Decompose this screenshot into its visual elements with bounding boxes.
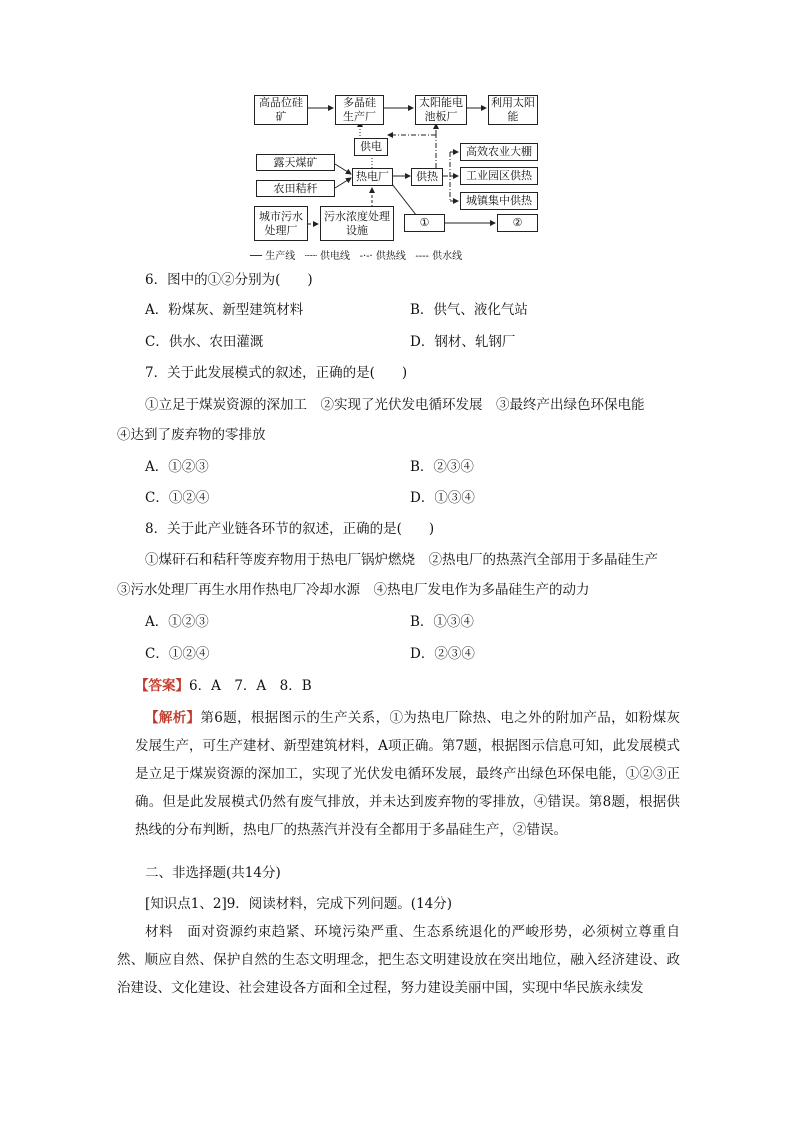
q7-statements-line2: ④达到了废弃物的零排放	[117, 427, 266, 443]
q6-option-b: B．供气、液化气站	[410, 302, 528, 318]
box-circle-2: ②	[497, 214, 538, 232]
diagram-legend	[250, 247, 550, 262]
box-polysilicon: 多晶硅生产厂	[335, 95, 384, 125]
q7-option-d: D．①③④	[410, 490, 475, 506]
q7-option-b: B．②③④	[410, 459, 474, 475]
material-paragraph: 材料 面对资源约束趋紧、环境污染严重、生态系统退化的严峻形势，必须树立尊重自然、顺应自然、保护自然的生态文明理念，把生态文明建设放在突出地位，融入经济建设、政治建设、文化建设、社会建设各方面和全过程，努力建设美丽中国，实现中华民族永续发	[117, 924, 680, 996]
box-town-heat: 城镇集中供热	[460, 192, 538, 210]
box-power-supply: 供电	[354, 138, 388, 156]
q7-statements-line1: ①立足于煤炭资源的深加工 ②实现了光伏发电循环发展 ③最终产出绿色环保电能	[145, 397, 645, 413]
analysis-tag: 【解析】	[145, 710, 201, 726]
q6-option-d: D．钢材、轧钢厂	[410, 334, 516, 350]
legend-water: ---- 供水线	[415, 251, 463, 262]
q9-stem: [知识点1、2]9．阅读材料，完成下列问题。(14分)	[145, 896, 453, 912]
analysis-text: 第6题，根据图示的生产关系，①为热电厂除热、电之外的附加产品，如粉煤灰发展生产，可生产建材、新型建筑材料，A项正确。第7题，根据图示信息可知，此发展模式是立足于煤炭资源的深加工，实现了光伏发电循环发展，最终产出绿色环保电能，①②③正确。但是此发展模式仍然有废气排放，并未达到废弃物的零排放，④错误。第8题，根据供热线的分布判断，热电厂的热蒸汽并没有全都用于多晶硅生产，②错误。	[135, 710, 681, 838]
section2-heading: 二、非选择题(共14分)	[145, 865, 281, 881]
answer-text: 6．A 7．A 8．B	[189, 678, 312, 694]
q8-statements-line2: ③污水处理厂再生水用作热电厂冷却水源 ④热电厂发电作为多晶硅生产的动力	[117, 582, 590, 598]
box-straw: 农田秸秆	[256, 180, 335, 197]
legend-production: ── 生产线	[250, 251, 296, 262]
box-heat-supply: 供热	[411, 168, 443, 186]
q8-stem: 8．关于此产业链各环节的叙述，正确的是( )	[145, 521, 435, 537]
q7-stem: 7．关于此发展模式的叙述，正确的是( )	[145, 365, 408, 381]
q8-statements-line1: ①煤矸石和秸秆等废弃物用于热电厂锅炉燃烧 ②热电厂的热蒸汽全部用于多晶硅生产	[145, 552, 658, 568]
q8-option-c: C．①②④	[145, 646, 210, 662]
box-use-solar: 利用太阳能	[488, 95, 538, 125]
industry-chain-diagram	[250, 90, 550, 265]
box-solar-panel: 太阳能电池板厂	[415, 95, 467, 125]
legend-heat: -·-· 供热线	[359, 251, 406, 262]
q6-stem: 6．图中的①②分别为( )	[145, 272, 313, 288]
legend-power: ┈┈ 供电线	[304, 251, 351, 262]
q8-option-d: D．②③④	[410, 646, 475, 662]
q6-option-a: A．粉煤灰、新型建筑材料	[145, 302, 304, 318]
q7-option-c: C．①②④	[145, 490, 210, 506]
box-circle-1: ①	[404, 214, 445, 232]
box-industrial-heat: 工业园区供热	[460, 167, 538, 185]
box-city-sewage: 城市污水处理厂	[254, 206, 308, 241]
box-high-silicon: 高品位硅矿	[254, 95, 308, 125]
analysis-paragraph	[135, 704, 680, 844]
q7-option-a: A．①②③	[145, 459, 209, 475]
box-sewage-deep: 污水浓度处理设施	[320, 206, 394, 241]
box-agri-greenhouse: 高效农业大棚	[460, 143, 538, 161]
answer-line	[135, 676, 312, 696]
q8-option-a: A．①②③	[145, 614, 209, 630]
box-open-coal: 露天煤矿	[256, 154, 335, 171]
box-thermal-plant: 热电厂	[352, 168, 393, 186]
answer-tag: 【答案】	[135, 678, 189, 694]
q8-option-b: B．①③④	[410, 614, 474, 630]
q6-option-c: C．供水、农田灌溉	[145, 334, 264, 350]
